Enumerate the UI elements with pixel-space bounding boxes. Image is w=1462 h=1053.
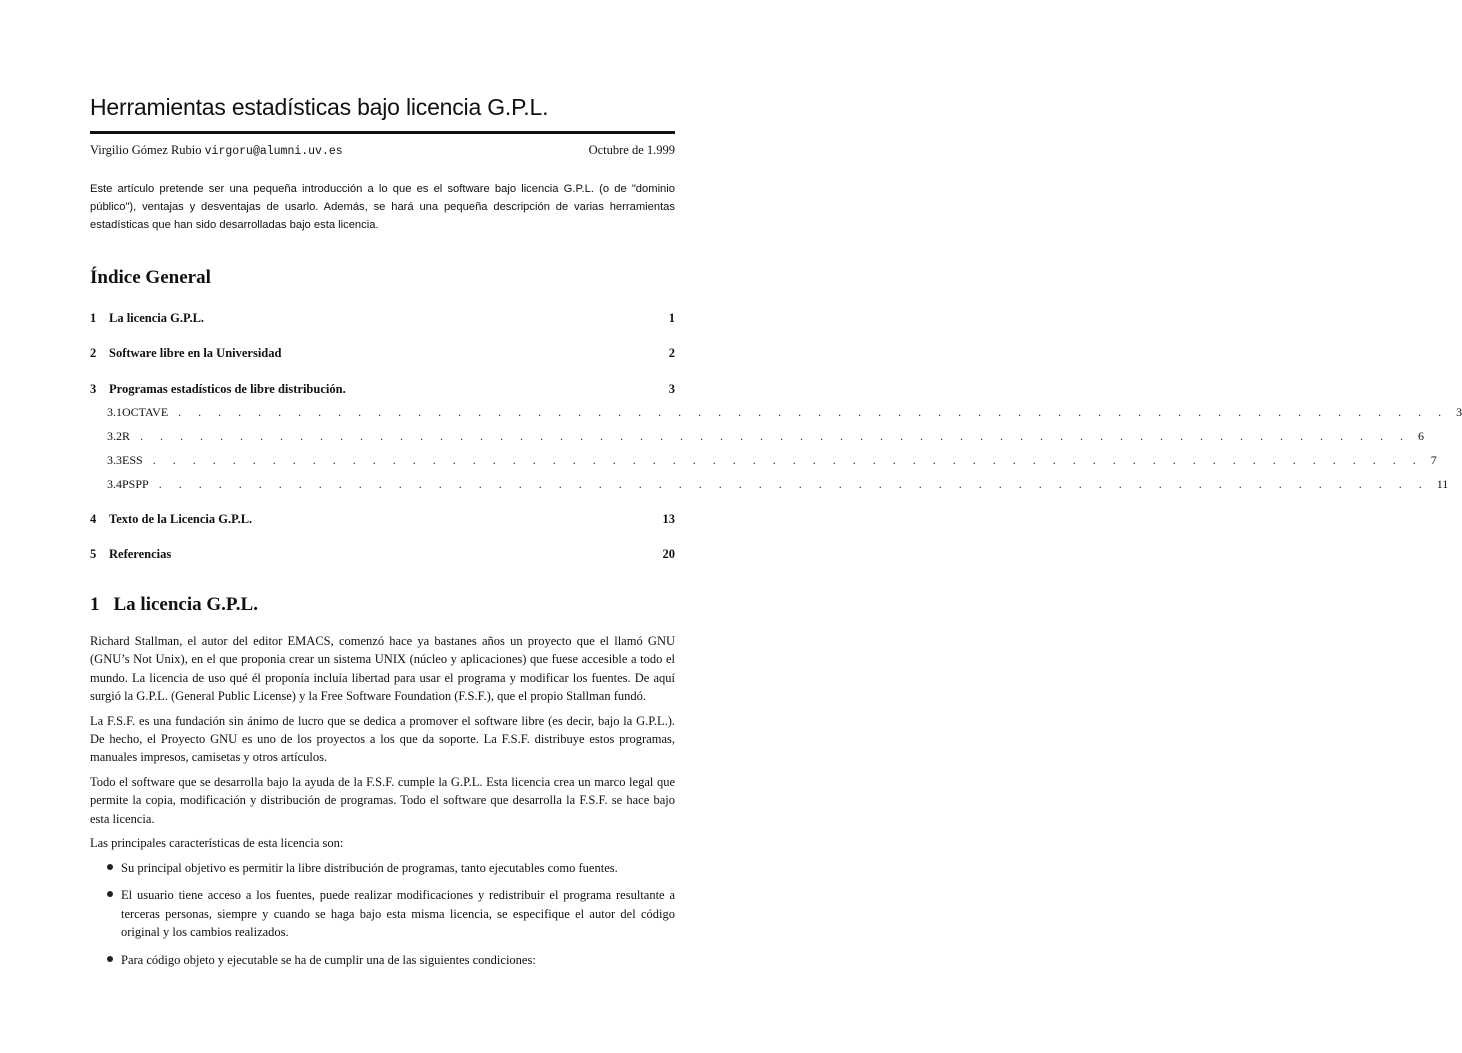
list-item	[90, 886, 675, 941]
toc-entry-number: 3.3	[107, 453, 122, 467]
bullet-icon	[107, 956, 113, 962]
paragraph: Las principales características de esta licencia son:	[90, 836, 344, 851]
toc-entry-page: 2	[668, 346, 675, 360]
document-title: Herramientas estadísticas bajo licencia G.P.L.	[90, 94, 549, 120]
list-item	[90, 859, 675, 877]
paragraph: Todo el software que se desarrolla bajo la ayuda de la F.S.F. cumple la G.P.L. Esta licencia crea un marco legal que permite la copia, modificación y distribución de programas. Todo el software que desarrolla la F.S.F. se hace bajo esta licencia.	[90, 774, 675, 826]
toc-entry-3-4[interactable]	[107, 477, 1449, 492]
list-item	[90, 951, 675, 969]
toc-entry-label: ESS	[122, 453, 143, 467]
toc-entry-number: 3.2	[107, 429, 122, 443]
toc-entry-page: 13	[662, 512, 675, 526]
byline	[90, 143, 675, 158]
toc-entry-page: 20	[662, 547, 675, 561]
toc-entry-page: 6	[1418, 429, 1425, 443]
bullet-icon	[107, 891, 113, 897]
toc-entry-label: Referencias	[109, 547, 172, 561]
document-date: Octubre de 1.999	[588, 143, 675, 157]
toc-entry-label: La licencia G.P.L.	[109, 311, 205, 325]
title-rule	[90, 131, 675, 134]
toc-heading: Índice General	[90, 267, 211, 288]
toc-entry-3-2[interactable]	[107, 429, 1425, 444]
toc-leader-dots: . . . . . . . . . . . . . . . . . . . . . . . . . . . . . . . . . . . . . . . . . . . . . . . . . . . . . . . . . . . . . . . .	[140, 429, 1411, 443]
list-item-text: Su principal objetivo es permitir la libre distribución de programas, tanto ejecutables como fuentes.	[121, 861, 618, 875]
toc-entry-label: PSPP	[122, 477, 149, 491]
toc-entry-label: Programas estadísticos de libre distribución.	[109, 382, 346, 396]
toc-entry-4[interactable]	[90, 512, 675, 527]
list-item-text: Para código objeto y ejecutable se ha de cumplir una de las siguientes condiciones:	[121, 952, 536, 967]
abstract: Este artículo pretende ser una pequeña introducción a lo que es el software bajo licencia G.P.L. (o de "dominio público"), ventajas y desventajas de usarlo. Además, se hará una pequeña descripción de varias herramientas estadísticas que han sido desarrolladas bajo esta licencia.	[90, 183, 675, 231]
section-number: 1	[90, 594, 100, 615]
paragraph: Richard Stallman, el autor del editor EMACS, comenzó hace ya bastanes años un proyecto que el llamó GNU (GNU’s Not Unix), en el que proponia crear un sistema UNIX (núcleo y aplicaciones) que fuese accesible a todo el mundo. La licencia de uso qué él proponía incluía libertad para usar el programa y modificar los fuentes. De aquí surgió la G.P.L. (General Public License) y la Free Software Foundation (F.S.F.), que el propio Stallman fundó.	[90, 634, 675, 704]
toc-leader-dots: . . . . . . . . . . . . . . . . . . . . . . . . . . . . . . . . . . . . . . . . . . . . . . . . . . . . . . . . . . . . . . . .	[178, 405, 1449, 419]
toc-entry-3-1[interactable]	[107, 405, 1462, 420]
section-body	[90, 632, 675, 858]
toc-leader-dots: . . . . . . . . . . . . . . . . . . . . . . . . . . . . . . . . . . . . . . . . . . . . . . . . . . . . . . . . . . . . . . . .	[158, 477, 1429, 491]
toc-entry-number: 1	[90, 311, 97, 325]
toc-entry-page: 3	[668, 382, 675, 396]
bullet-list	[90, 859, 675, 978]
toc-entry-number: 3.4	[107, 477, 122, 491]
toc-entry-number: 2	[90, 346, 97, 360]
section-heading	[90, 594, 258, 616]
author-email: virgoru@alumni.uv.es	[204, 145, 343, 158]
toc-entry-label: OCTAVE	[122, 405, 169, 419]
toc-entry-number: 3.1	[107, 405, 122, 419]
paragraph: La F.S.F. es una fundación sin ánimo de lucro que se dedica a promover el software libre (es decir, bajo la G.P.L.). De hecho, el Proyecto GNU es uno de los proyectos a los que da soporte. La F.S.F. distribuye estos programas, manuales impresos, camisetas y otros artículos.	[90, 713, 675, 765]
toc-entry-5[interactable]	[90, 547, 675, 562]
toc-entry-3-3[interactable]	[107, 453, 1437, 468]
toc-entry-number: 3	[90, 382, 97, 396]
list-item-text: El usuario tiene acceso a los fuentes, puede realizar modificaciones y redistribuir el programa resultante a terceras personas, siempre y cuando se haga bajo esta misma licencia, se especifique el autor del código original y los cambios realizados.	[121, 888, 675, 940]
toc-entry-page: 3	[1456, 405, 1462, 419]
toc-entry-label: Texto de la Licencia G.P.L.	[109, 512, 253, 526]
toc-entry-number: 5	[90, 547, 97, 561]
toc-entry-number: 4	[90, 512, 97, 526]
bullet-icon	[107, 864, 113, 870]
section-title: La licencia G.P.L.	[113, 594, 258, 615]
toc-entry-page: 7	[1430, 453, 1437, 467]
toc-entry-label: R	[122, 429, 131, 443]
toc-entry-3[interactable]	[90, 382, 675, 397]
toc-entry-label: Software libre en la Universidad	[109, 346, 282, 360]
toc-entry-page: 11	[1436, 477, 1449, 491]
toc-leader-dots: . . . . . . . . . . . . . . . . . . . . . . . . . . . . . . . . . . . . . . . . . . . . . . . . . . . . . . . . . . . . . . . .	[152, 453, 1423, 467]
toc-entry-page: 1	[668, 311, 675, 325]
author-block	[90, 143, 343, 158]
author-name: Virgilio Gómez Rubio	[90, 143, 202, 157]
toc-entry-2[interactable]	[90, 346, 675, 361]
toc-entry-1[interactable]	[90, 311, 675, 326]
